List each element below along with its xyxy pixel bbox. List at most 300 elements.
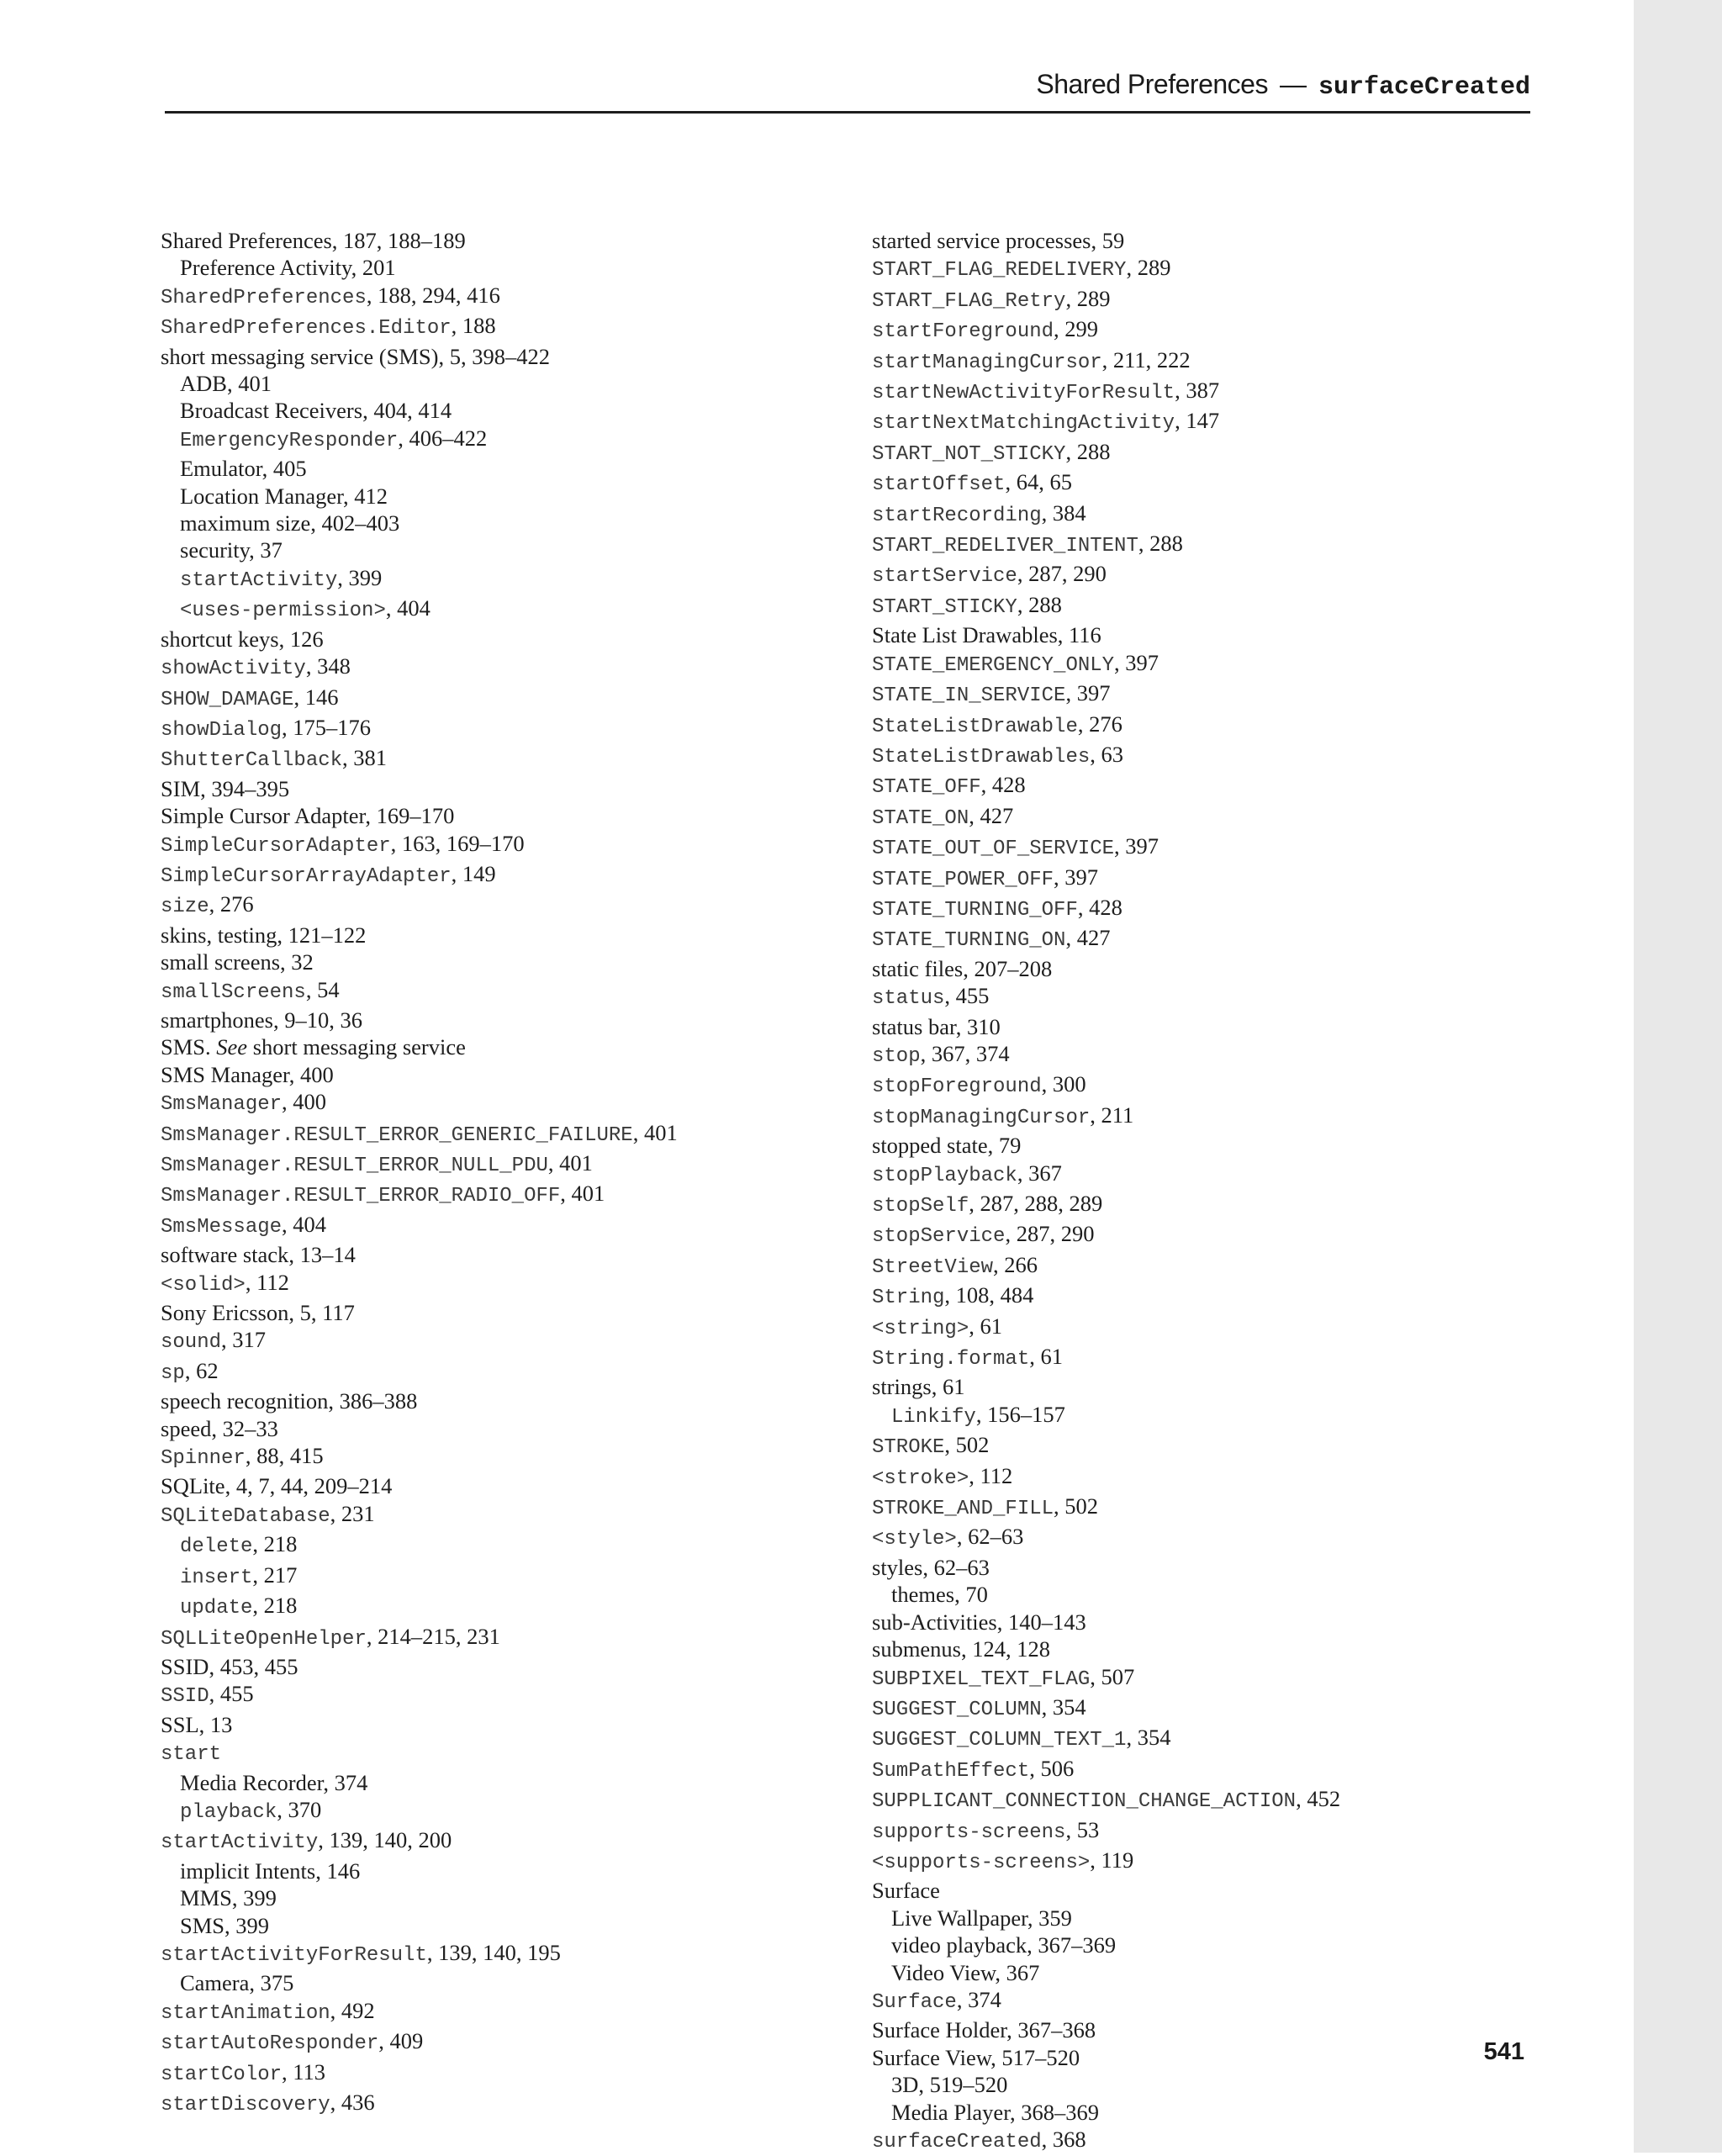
index-term: STATE_ON [872, 806, 969, 830]
index-term: started service processes [872, 228, 1091, 253]
index-term: startNextMatchingActivity [872, 412, 1175, 436]
index-pages: , 149 [451, 860, 496, 886]
index-pages: , 367–368 [1006, 2017, 1096, 2043]
index-entry [161, 343, 833, 370]
index-term: STATE_POWER_OFF [872, 868, 1054, 891]
index-pages: , 384 [1041, 499, 1086, 526]
index-pages: , 397 [1114, 833, 1159, 859]
index-pages: , 427 [969, 802, 1014, 828]
index-entry [872, 924, 1545, 954]
index-entry [161, 1007, 833, 1033]
index-pages: , 502 [944, 1432, 990, 1458]
index-term: static files [872, 955, 964, 981]
index-term: SMS. [161, 1034, 211, 1060]
index-entry [161, 1826, 833, 1857]
index-term: playback [180, 1800, 277, 1824]
index-pages: , 289 [1065, 285, 1111, 311]
index-pages: , 88, 415 [245, 1443, 324, 1469]
index-term: software stack [161, 1242, 289, 1268]
index-term: SUGGEST_COLUMN_TEXT_1 [872, 1729, 1127, 1752]
index-entry [161, 227, 833, 254]
index-pages: , 452 [1296, 1786, 1341, 1812]
index-pages: short messaging service [247, 1034, 466, 1060]
index-term: SimpleCursorAdapter [161, 834, 391, 858]
index-entry [872, 346, 1545, 377]
index-term: startNewActivityForResult [872, 382, 1175, 405]
index-pages: , 61 [931, 1374, 965, 1400]
index-pages: , 404, 414 [362, 398, 452, 424]
index-term: String [872, 1287, 945, 1310]
index-pages: , 231 [330, 1500, 375, 1526]
index-term: SMS Manager [161, 1061, 289, 1087]
index-term: Sony Ericsson [161, 1300, 289, 1326]
index-term: STATE_IN_SERVICE [872, 684, 1066, 708]
index-entry [161, 1500, 833, 1530]
index-pages: , 354 [1126, 1725, 1171, 1751]
index-subentry [161, 1769, 833, 1796]
index-entry [872, 1523, 1545, 1553]
index-entry [872, 1663, 1545, 1694]
index-pages: , 386–388 [328, 1388, 418, 1414]
index-pages: , 9–10, 36 [272, 1007, 362, 1033]
index-term: StateListDrawables [872, 745, 1091, 769]
index-term: startService [872, 565, 1017, 589]
page-edge-strip [1634, 0, 1722, 2153]
index-term: security [180, 537, 250, 563]
index-term: status [872, 987, 945, 1011]
index-entry [872, 1220, 1545, 1250]
index-pages: , 5, 117 [288, 1300, 355, 1326]
index-subentry [161, 510, 833, 536]
index-entry [161, 1623, 833, 1653]
index-pages: , 289 [1126, 255, 1171, 281]
index-subentry [161, 1530, 833, 1561]
index-pages: , 218 [252, 1593, 298, 1619]
index-pages: , 13–14 [288, 1242, 356, 1268]
index-term: startActivityForResult [161, 1943, 427, 1967]
index-term: START_STICKY [872, 595, 1017, 619]
index-pages: , 61 [1029, 1344, 1063, 1370]
index-entry [872, 1635, 1545, 1662]
index-term: short messaging service (SMS) [161, 343, 439, 369]
index-pages: , 53 [1065, 1816, 1100, 1842]
index-entry [161, 653, 833, 683]
index-pages: , 112 [245, 1269, 289, 1295]
index-term: Broadcast Receivers [180, 398, 363, 424]
index-entry [161, 890, 833, 921]
index-subentry [161, 483, 833, 510]
page-number: 541 [1483, 2038, 1524, 2065]
index-pages: , 427 [1065, 925, 1111, 951]
index-entry [872, 621, 1545, 648]
index-pages: , 188 [451, 313, 496, 339]
index-pages: , 5, 398–422 [438, 343, 550, 369]
index-pages: , 140–143 [996, 1609, 1086, 1635]
index-term: STATE_OFF [872, 776, 981, 800]
index-term: startRecording [872, 504, 1042, 527]
index-subentry [161, 1562, 833, 1592]
index-entry [161, 1997, 833, 2027]
index-entry [161, 312, 833, 342]
index-pages: , 108, 484 [944, 1282, 1034, 1308]
index-term: <stroke> [872, 1466, 969, 1490]
index-pages: , 201 [351, 255, 396, 281]
index-term: Linkify [891, 1405, 976, 1429]
index-term: startActivity [180, 568, 338, 592]
index-pages: , 367–369 [1027, 1932, 1117, 1958]
index-entry [161, 802, 833, 829]
index-term: SharedPreferences.Editor [161, 317, 452, 341]
index-pages: , 13 [198, 1711, 233, 1737]
index-term: STATE_TURNING_OFF [872, 898, 1078, 922]
index-entry [872, 1251, 1545, 1281]
index-term: SSID [161, 1685, 209, 1709]
index-pages: , 299 [1054, 316, 1099, 342]
index-pages: , 367 [1017, 1160, 1062, 1186]
index-term: SmsManager [161, 1093, 283, 1117]
index-term: SUPPLICANT_CONNECTION_CHANGE_ACTION [872, 1790, 1297, 1814]
index-pages: , 519–520 [918, 2072, 1008, 2098]
index-pages: , 374 [956, 1986, 1001, 2012]
index-subentry [872, 1931, 1545, 1958]
index-term: surfaceCreated [872, 2131, 1042, 2153]
index-pages: , 211, 222 [1101, 346, 1191, 373]
index-term: STATE_EMERGENCY_ONLY [872, 653, 1115, 677]
index-term: String.format [872, 1348, 1030, 1371]
index-term: Preference Activity [180, 255, 351, 281]
index-subentry [161, 1969, 833, 1996]
index-pages: , 119 [1090, 1847, 1134, 1873]
index-entry [872, 864, 1545, 894]
index-entry [872, 227, 1545, 254]
index-term: SumPathEffect [872, 1759, 1030, 1783]
index-subentry [161, 1796, 833, 1826]
index-entry [872, 1785, 1545, 1815]
index-entry [872, 499, 1545, 530]
index-term: update [180, 1597, 253, 1620]
index-subentry [872, 1905, 1545, 1931]
index-term: status bar [872, 1013, 956, 1039]
index-entry [161, 1149, 833, 1180]
index-pages: , 156–157 [975, 1401, 1065, 1427]
index-pages: , 276 [1077, 711, 1122, 737]
index-term: stop [872, 1044, 921, 1068]
index-subentry [161, 564, 833, 594]
index-term: video playback [891, 1932, 1027, 1958]
index-term: Spinner [161, 1447, 246, 1471]
index-pages: , 276 [209, 891, 254, 917]
index-entry [872, 1986, 1545, 2016]
index-subentry [161, 455, 833, 482]
index-term: Shared Preferences [161, 228, 332, 253]
index-pages: , 367 [995, 1959, 1040, 1985]
index-term: State List Drawables [872, 622, 1058, 648]
index-entry [872, 1313, 1545, 1343]
index-entry [161, 2027, 833, 2058]
index-pages: , 401 [632, 1119, 678, 1145]
index-term: <string> [872, 1317, 969, 1340]
index-term: SharedPreferences [161, 286, 367, 309]
index-entry [161, 282, 833, 312]
index-term: Surface [872, 1990, 957, 2014]
index-pages: , 453, 455 [209, 1653, 298, 1679]
index-entry [161, 1415, 833, 1442]
index-pages: , 404 [282, 1211, 327, 1237]
index-pages: , 397 [1054, 864, 1099, 890]
index-entry [872, 741, 1545, 771]
index-pages: , 381 [342, 745, 388, 771]
index-pages: , 428 [980, 772, 1026, 798]
index-term: speech recognition [161, 1388, 329, 1414]
index-entry [161, 1061, 833, 1088]
index-entry [161, 949, 833, 975]
index-term: implicit Intents [180, 1857, 316, 1884]
index-term: strings [872, 1374, 932, 1400]
index-entry [161, 1088, 833, 1118]
index-entry [872, 285, 1545, 315]
index-term: SSID [161, 1653, 209, 1679]
index-term: startManagingCursor [872, 351, 1102, 374]
index-entry [872, 1102, 1545, 1132]
index-entry [872, 1554, 1545, 1581]
index-entry [161, 830, 833, 860]
index-entry [872, 1847, 1545, 1877]
index-entry [872, 1281, 1545, 1312]
index-term: Emulator [180, 456, 262, 482]
index-pages: , 399 [337, 564, 383, 590]
index-term: START_FLAG_REDELIVERY [872, 259, 1127, 283]
index-pages: , 370 [277, 1796, 322, 1822]
index-term: start [161, 1743, 222, 1767]
index-term: startAutoResponder [161, 2032, 379, 2056]
index-pages: , 62 [184, 1357, 219, 1383]
index-entry [161, 1033, 833, 1060]
index-entry [872, 1877, 1545, 1904]
index-term: Surface [872, 1878, 940, 1904]
index-term: showActivity [161, 658, 306, 681]
index-entry [872, 1755, 1545, 1785]
index-entry [872, 649, 1545, 679]
index-pages: , 287, 290 [1005, 1221, 1095, 1247]
index-term: stopManagingCursor [872, 1106, 1091, 1129]
index-pages: , 32 [280, 949, 314, 975]
index-pages: , 4, 7, 44, 209–214 [224, 1473, 393, 1499]
index-term: themes [891, 1582, 955, 1608]
index-term: START_NOT_STICKY [872, 442, 1066, 466]
index-entry [161, 2089, 833, 2119]
index-pages: , 506 [1029, 1755, 1075, 1781]
index-pages: , 359 [1027, 1905, 1072, 1931]
index-pages: , 374 [323, 1769, 368, 1795]
index-entry [872, 377, 1545, 407]
index-pages: , 37 [249, 537, 283, 563]
index-pages: , 401 [547, 1150, 593, 1176]
index-pages: , 387 [1175, 378, 1220, 404]
index-pages: , 169–170 [365, 803, 455, 829]
index-entry [161, 1472, 833, 1499]
index-entry [161, 1387, 833, 1414]
index-pages: , 116 [1057, 622, 1101, 648]
index-term: START_REDELIVER_INTENT [872, 535, 1138, 558]
index-pages: , 163, 169–170 [390, 830, 525, 856]
index-entry [872, 254, 1545, 284]
index-term: <uses-permission> [180, 600, 386, 623]
index-pages: , 146 [315, 1857, 361, 1884]
index-entry [161, 1241, 833, 1268]
index-term: MMS [180, 1885, 232, 1911]
index-entry [161, 860, 833, 890]
index-pages: , 368–369 [1009, 2099, 1099, 2125]
index-pages: , 139, 140, 195 [426, 1939, 561, 1965]
index-pages: , 54 [305, 976, 340, 1002]
index-term: size [161, 896, 209, 919]
index-entry [872, 1724, 1545, 1754]
index-pages: , 394–395 [200, 775, 290, 801]
index-term: stopForeground [872, 1075, 1042, 1099]
index-term: stopSelf [872, 1195, 969, 1218]
index-term: STROKE_AND_FILL [872, 1498, 1054, 1521]
index-entry [872, 315, 1545, 346]
index-entry [161, 1680, 833, 1710]
index-column-left [161, 227, 833, 2119]
index-pages: , 266 [993, 1251, 1038, 1277]
index-subentry [161, 254, 833, 281]
index-entry [161, 922, 833, 949]
index-entry [872, 2126, 1545, 2156]
index-pages: , 79 [987, 1133, 1022, 1159]
index-entry [872, 407, 1545, 437]
index-pages: , 70 [954, 1582, 988, 1608]
index-pages: , 367, 374 [920, 1040, 1010, 1066]
index-entry [161, 1269, 833, 1299]
index-entry [872, 894, 1545, 924]
running-head [165, 66, 1530, 106]
index-entry [872, 1373, 1545, 1400]
index-entry [161, 744, 833, 774]
index-pages: , 146 [293, 684, 339, 710]
index-pages: , 112 [969, 1462, 1013, 1488]
index-entry [872, 591, 1545, 621]
index-term: stopPlayback [872, 1164, 1017, 1187]
index-term: EmergencyResponder [180, 429, 399, 452]
index-pages: , 397 [1065, 680, 1111, 706]
index-pages: , 404 [385, 595, 430, 621]
index-pages: , 126 [278, 626, 324, 652]
index-term: SQLiteDatabase [161, 1504, 330, 1528]
index-subentry [872, 2099, 1545, 2126]
index-pages: , 375 [249, 1970, 294, 1996]
index-entry [161, 626, 833, 653]
index-term: Surface View [872, 2044, 991, 2070]
index-pages: , 400 [282, 1089, 327, 1115]
index-pages: , 121–122 [277, 922, 367, 948]
index-term: SmsManager.RESULT_ERROR_NULL_PDU [161, 1155, 548, 1177]
index-term: sp [161, 1361, 185, 1385]
index-term: SMS [180, 1912, 225, 1938]
index-pages: , 507 [1090, 1663, 1135, 1689]
index-entry [872, 832, 1545, 863]
index-entry [872, 711, 1545, 741]
index-term: Media Recorder [180, 1769, 324, 1795]
index-pages: , 428 [1077, 894, 1122, 920]
index-entry [872, 1040, 1545, 1070]
running-head-separator: — [1279, 69, 1307, 99]
index-pages: , 401 [226, 371, 272, 397]
index-entry [161, 1211, 833, 1241]
index-term: startActivity [161, 1831, 319, 1855]
index-term: ADB [180, 371, 227, 397]
index-pages: , 214–215, 231 [366, 1623, 500, 1649]
index-pages: , 207–208 [963, 955, 1053, 981]
index-pages: , 492 [330, 1997, 375, 2023]
index-pages: , 188, 294, 416 [366, 282, 500, 308]
index-term: START_FLAG_Retry [872, 289, 1066, 313]
index-column-right [872, 227, 1545, 2156]
index-term: SUGGEST_COLUMN [872, 1698, 1042, 1721]
index-term: showDialog [161, 718, 283, 742]
index-pages: , 310 [955, 1013, 1001, 1039]
index-subentry [872, 2071, 1545, 2098]
index-term: smallScreens [161, 980, 306, 1004]
index-subentry [161, 397, 833, 424]
index-pages: , 399 [231, 1885, 277, 1911]
index-term: <supports-screens> [872, 1851, 1091, 1874]
index-entry [161, 2058, 833, 2089]
index-pages: , 348 [305, 653, 351, 679]
index-subentry [161, 370, 833, 397]
index-term: SmsMessage [161, 1215, 283, 1239]
index-pages: , 59 [1091, 228, 1125, 253]
index-term: smartphones [161, 1007, 273, 1033]
index-term: stopped state [872, 1133, 988, 1159]
index-pages: , 402–403 [310, 510, 400, 536]
index-pages: , 288 [1138, 531, 1183, 557]
index-term: Media Player [891, 2099, 1010, 2125]
index-term: <style> [872, 1528, 957, 1551]
index-pages: , 287, 288, 289 [969, 1191, 1103, 1216]
index-pages: , 61 [969, 1313, 1002, 1339]
index-pages: , 211 [1090, 1102, 1134, 1128]
index-pages: , 455 [944, 983, 990, 1009]
index-pages: , 455 [209, 1681, 254, 1707]
index-term: SmsManager.RESULT_ERROR_GENERIC_FAILURE [161, 1123, 633, 1147]
index-entry [872, 955, 1545, 982]
index-term: startForeground [872, 320, 1054, 344]
index-entry [872, 1160, 1545, 1190]
index-pages: , 187, 188–189 [331, 228, 466, 253]
index-subentry [161, 425, 833, 455]
index-term: sub-Activities [872, 1609, 997, 1635]
index-entry [872, 530, 1545, 560]
index-term: Live Wallpaper [891, 1905, 1027, 1931]
index-entry [872, 1816, 1545, 1847]
index-pages: , 412 [342, 483, 388, 509]
index-term: small screens [161, 949, 281, 975]
index-term: insert [180, 1566, 253, 1589]
header-rule [165, 111, 1530, 114]
index-subentry [161, 1912, 833, 1939]
running-head-title: Shared Preferences [1036, 69, 1268, 99]
index-pages: , 32–33 [211, 1415, 278, 1441]
index-term: startDiscovery [161, 2094, 330, 2116]
index-term: SmsManager.RESULT_ERROR_RADIO_OFF [161, 1185, 561, 1208]
index-pages: , 400 [288, 1061, 334, 1087]
index-pages: , 368 [1041, 2127, 1086, 2152]
index-entry [161, 976, 833, 1007]
index-pages: , 218 [252, 1531, 298, 1557]
index-term: supports-screens [872, 1820, 1066, 1844]
index-entry [872, 1609, 1545, 1635]
